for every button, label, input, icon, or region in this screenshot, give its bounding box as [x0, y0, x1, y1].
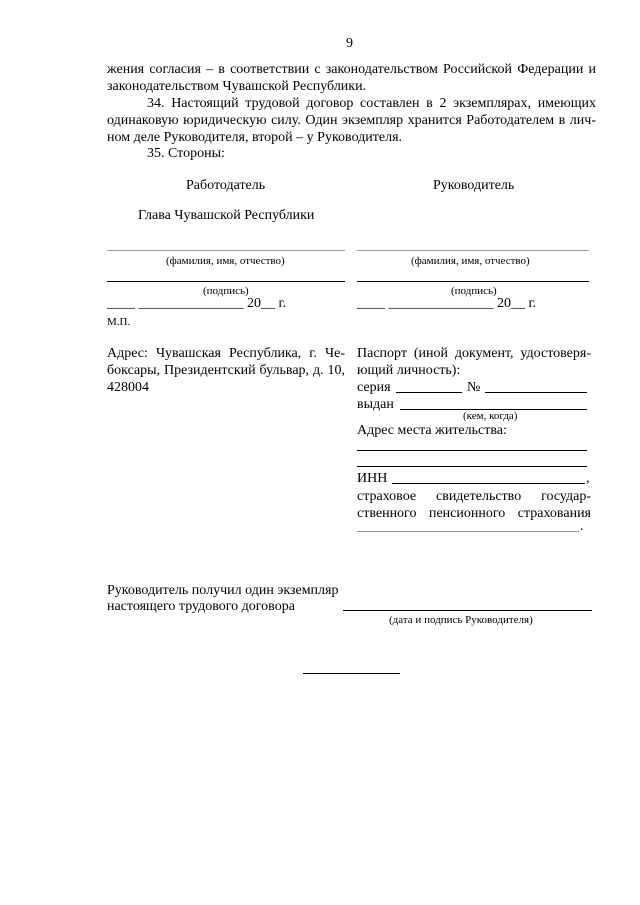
residence-label: Адрес места жительства:: [357, 423, 507, 438]
insurance-text-2: ственного пенсионного страхования: [357, 506, 591, 521]
paragraph-34-line-1: [147, 96, 596, 112]
paragraph-35: 35. Стороны:: [147, 146, 225, 161]
paragraph-33-line-2: законодательством Чувашской Республики.: [107, 79, 367, 94]
residence-line-1[interactable]: [357, 450, 587, 451]
series-field[interactable]: [396, 392, 462, 393]
director-signature-caption: (подпись): [451, 285, 497, 297]
receipt-signature-line[interactable]: [343, 610, 592, 611]
director-fio-caption: (фамилия, имя, отчество): [411, 255, 530, 267]
issued-label: выдан: [357, 397, 394, 412]
receipt-line-1: Руководитель получил один экземпляр: [107, 583, 339, 598]
employer-address-line-2: [107, 363, 345, 379]
seal-label: М.П.: [107, 316, 131, 328]
series-label: серия: [357, 380, 391, 395]
employer-address-line-1: [107, 346, 345, 362]
paragraph-34-line-3: ном деле Руководителя, второй – у Руководителя.: [107, 130, 403, 145]
employer-fio-caption: (фамилия, имя, отчество): [166, 255, 285, 267]
employer-date-field[interactable]: ____ _______________ 20__ г.: [107, 296, 287, 311]
director-signature-line[interactable]: [357, 281, 589, 282]
insurance-line-2: [357, 506, 591, 522]
insurance-text-1: страховое свидетельство государ-: [357, 489, 591, 504]
paragraph-34-text-2: одинаковую юридическую силу. Один экземпляр хранится Работодателем в лич-: [107, 113, 596, 128]
employer-address-line-3: 428004: [107, 380, 149, 395]
page-number: 9: [346, 36, 353, 51]
receipt-line-2: настоящего трудового договора: [107, 599, 295, 614]
insurance-end: .: [580, 519, 584, 534]
inn-label: ИНН: [357, 471, 388, 486]
insurance-line-1: [357, 489, 591, 505]
employer-address-text-1: Адрес: Чувашская Республика, г. Че-: [107, 346, 345, 361]
director-date-field[interactable]: ____ _______________ 20__ г.: [357, 296, 537, 311]
insurance-field[interactable]: [357, 531, 579, 532]
inn-end: ,: [586, 471, 590, 486]
issued-caption: (кем, когда): [463, 410, 518, 422]
director-fio-line[interactable]: [357, 250, 589, 251]
number-field[interactable]: [485, 392, 587, 393]
employer-address-text-2: боксары, Президентский бульвар, д. 10,: [107, 363, 345, 378]
passport-line-2: ющий личность):: [357, 363, 461, 378]
number-label: №: [467, 380, 481, 395]
paragraph-33-line-1: [107, 62, 596, 78]
inn-field[interactable]: [392, 483, 585, 484]
employer-signature-caption: (подпись): [203, 285, 249, 297]
employer-fio-line[interactable]: [107, 250, 345, 251]
employer-heading: Работодатель: [186, 178, 266, 193]
employer-position: Глава Чувашской Республики: [138, 208, 315, 223]
director-heading: Руководитель: [433, 178, 515, 193]
employer-signature-line[interactable]: [107, 281, 345, 282]
paragraph-34-text-1: 34. Настоящий трудовой договор составлен в 2 экземплярах, имеющих: [147, 96, 596, 111]
receipt-caption: (дата и подпись Руководителя): [389, 614, 533, 626]
paragraph-34-line-2: [107, 113, 596, 129]
paragraph-33-text-1: жения согласия – в соответствии с законодательством Российской Федерации и: [107, 62, 596, 77]
residence-line-2[interactable]: [357, 466, 587, 467]
passport-line-1: [357, 346, 591, 362]
end-separator: [303, 673, 400, 674]
passport-text-1: Паспорт (иной документ, удостоверя-: [357, 346, 591, 361]
